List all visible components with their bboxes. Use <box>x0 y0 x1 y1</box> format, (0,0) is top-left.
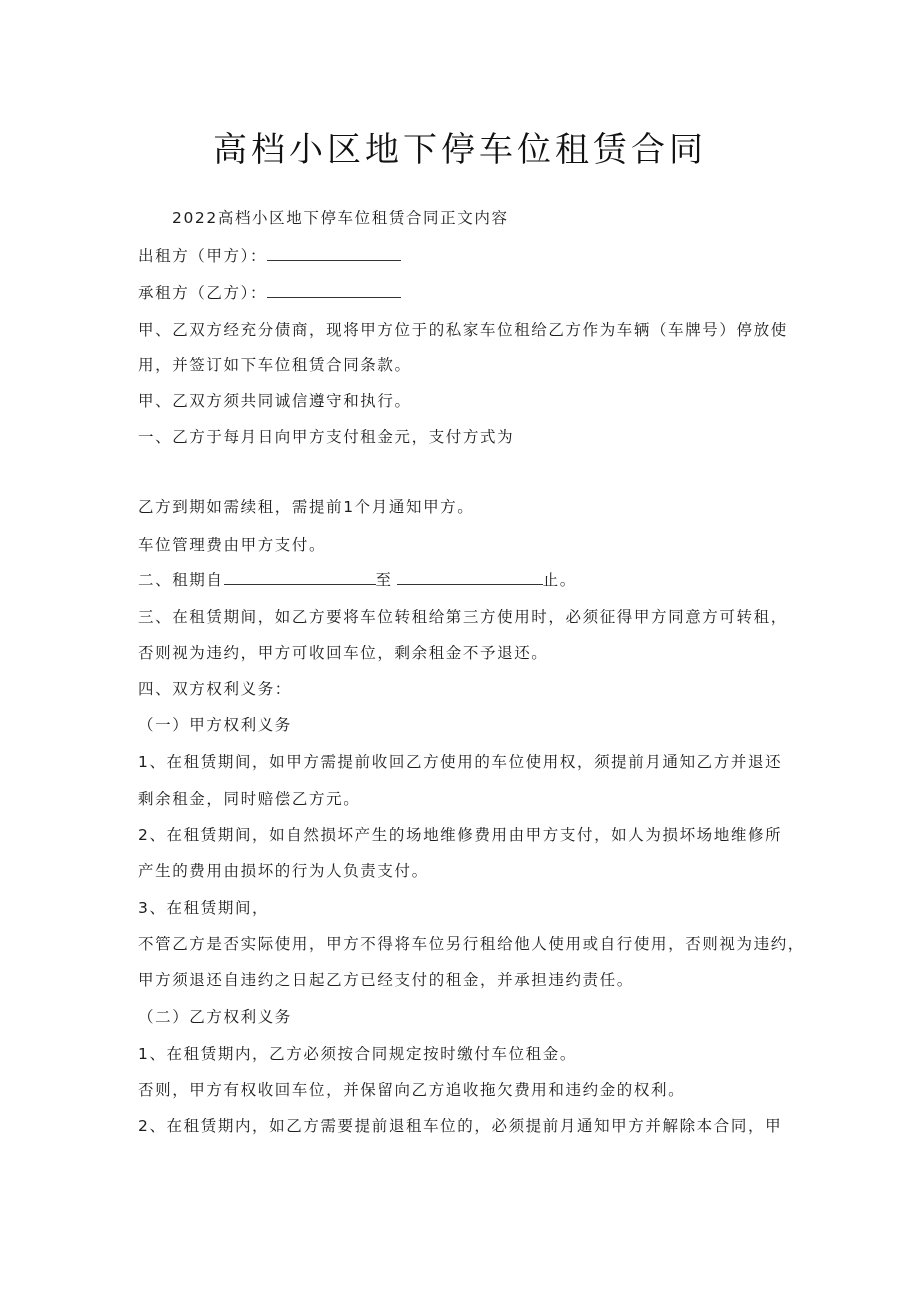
term-prefix: 二、租期自 <box>138 571 224 589</box>
lessee-line <box>138 282 401 304</box>
a2-line-2: 产生的费用由损坏的行为人负责支付。 <box>138 862 429 880</box>
a3-line-3: 甲方须退还自违约之日起乙方已经支付的租金，并承担违约责任。 <box>138 971 634 989</box>
a1-line-2: 剩余租金，同时赔偿乙方元。 <box>138 790 361 808</box>
section-a-heading: （一）甲方权利义务 <box>138 716 292 734</box>
term-start-blank <box>224 570 376 585</box>
a1-line-1: 1、在租赁期间，如甲方需提前收回乙方使用的车位使用权，须提前月通知乙方并退还 <box>138 753 783 771</box>
lessee-blank <box>267 283 401 298</box>
term-mid: 至 <box>375 571 393 589</box>
document-title: 高档小区地下停车位租赁合同 <box>213 130 707 170</box>
lessor-blank <box>267 246 401 261</box>
term-end-blank <box>397 570 543 585</box>
intro-line-2: 用，并签订如下车位租赁合同条款。 <box>138 356 412 374</box>
a3-line-1: 3、在租赁期间， <box>138 899 270 917</box>
clause-1: 一、乙方于每月日向甲方支付租金元，支付方式为 <box>138 428 515 446</box>
b2-line-1: 2、在租赁期内，如乙方需要提前退租车位的，必须提前月通知甲方并解除本合同，甲 <box>138 1117 783 1135</box>
section-b-heading: （二）乙方权利义务 <box>138 1008 292 1026</box>
b1-line-2: 否则，甲方有权收回车位，并保留向乙方追收拖欠费用和违约金的权利。 <box>138 1081 686 1099</box>
intro-line-3: 甲、乙双方须共同诚信遵守和执行。 <box>138 392 412 410</box>
lessor-line <box>138 245 401 267</box>
clause-4-heading: 四、双方权利义务： <box>138 680 292 698</box>
clause-3-line-1: 三、在租赁期间，如乙方要将车位转租给第三方使用时，必须征得甲方同意方可转租， <box>138 608 788 626</box>
lessor-label: 出租方（甲方）： <box>138 247 268 265</box>
b1-line-1: 1、在租赁期内，乙方必须按合同规定按时缴付车位租金。 <box>138 1045 577 1063</box>
a2-line-1: 2、在租赁期间，如自然损坏产生的场地维修费用由甲方支付，如人为损坏场地维修所 <box>138 826 783 844</box>
term-suffix: 止。 <box>542 571 577 589</box>
subtitle: 2022高档小区地下停车位租赁合同正文内容 <box>172 209 509 227</box>
lessee-label: 承租方（乙方）： <box>138 284 268 302</box>
mgmt-fee-line: 车位管理费由甲方支付。 <box>138 536 327 554</box>
a3-line-2: 不管乙方是否实际使用，甲方不得将车位另行租给他人使用或自行使用，否则视为违约， <box>138 935 805 953</box>
clause-3-line-2: 否则视为违约，甲方可收回车位，剩余租金不予退还。 <box>138 644 549 662</box>
term-line <box>138 569 577 591</box>
renew-line: 乙方到期如需续租，需提前1个月通知甲方。 <box>138 498 475 516</box>
intro-line-1: 甲、乙双方经充分债商，现将甲方位于的私家车位租给乙方作为车辆（车牌号）停放使 <box>138 321 788 339</box>
